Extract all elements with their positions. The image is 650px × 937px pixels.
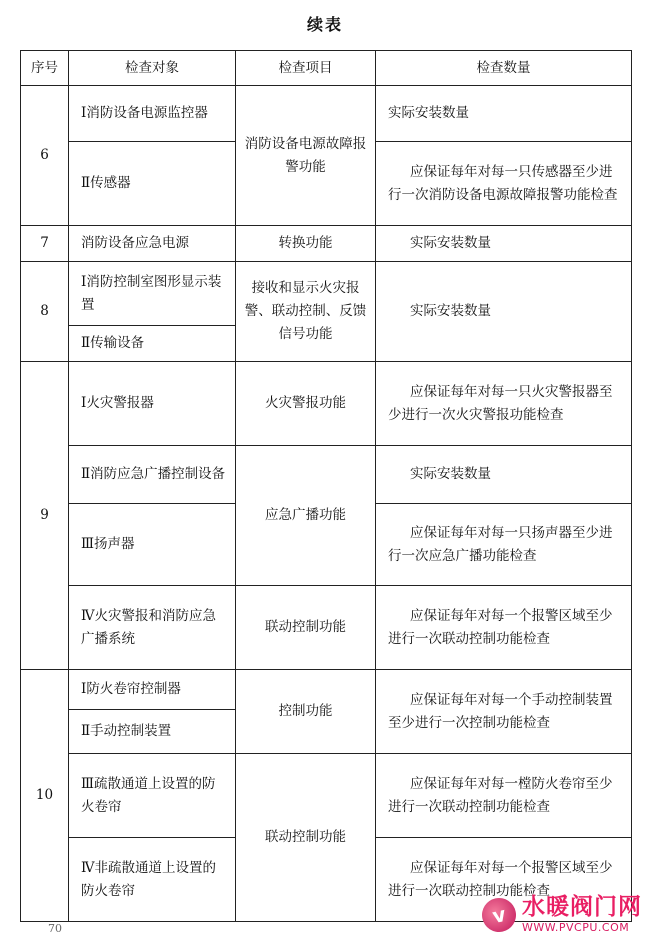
check-object: Ⅱ手动控制装置 (69, 710, 236, 754)
header-object: 检查对象 (69, 51, 236, 86)
check-item: 联动控制功能 (236, 586, 376, 670)
watermark-name: 水暖阀门网 (522, 894, 642, 920)
inspection-table (20, 50, 632, 922)
table-header-row (21, 51, 632, 86)
check-quantity: 应保证每年对每一个报警区域至少进行一次联动控制功能检查 (376, 586, 632, 670)
watermark-logo-icon: v (479, 894, 519, 934)
check-quantity: 实际安装数量 (376, 446, 632, 504)
row-number: 10 (21, 670, 69, 922)
check-item: 控制功能 (236, 670, 376, 754)
table-row (21, 754, 632, 838)
header-item: 检查项目 (236, 51, 376, 86)
check-quantity: 实际安装数量 (376, 86, 632, 142)
check-object: 消防设备应急电源 (69, 226, 236, 262)
table-row (21, 670, 632, 710)
check-object: Ⅳ火灾警报和消防应急广播系统 (69, 586, 236, 670)
check-item: 联动控制功能 (236, 754, 376, 922)
check-quantity: 应保证每年对每一只火灾警报器至少进行一次火灾警报功能检查 (376, 362, 632, 446)
check-item: 消防设备电源故障报警功能 (236, 86, 376, 226)
row-number: 8 (21, 262, 69, 362)
check-quantity: 应保证每年对每一只传感器至少进行一次消防设备电源故障报警功能检查 (376, 142, 632, 226)
row-number: 7 (21, 226, 69, 262)
check-object: Ⅰ消防控制室图形显示装置 (69, 262, 236, 326)
check-object: Ⅰ防火卷帘控制器 (69, 670, 236, 710)
check-object: Ⅰ火灾警报器 (69, 362, 236, 446)
table-row (21, 586, 632, 670)
check-quantity: 应保证每年对每一樘防火卷帘至少进行一次联动控制功能检查 (376, 754, 632, 838)
table-row (21, 262, 632, 326)
check-object: Ⅰ消防设备电源监控器 (69, 86, 236, 142)
check-object: Ⅳ非疏散通道上设置的防火卷帘 (69, 838, 236, 922)
table-row (21, 86, 632, 142)
header-quantity: 检查数量 (376, 51, 632, 86)
check-item: 转换功能 (236, 226, 376, 262)
header-seq: 序号 (21, 51, 69, 86)
check-object: Ⅲ扬声器 (69, 504, 236, 586)
watermark (482, 896, 642, 933)
check-quantity: 实际安装数量 (376, 226, 632, 262)
check-item: 接收和显示火灾报警、联动控制、反馈信号功能 (236, 262, 376, 362)
check-item: 火灾警报功能 (236, 362, 376, 446)
check-quantity: 实际安装数量 (376, 262, 632, 362)
check-object: Ⅲ疏散通道上设置的防火卷帘 (69, 754, 236, 838)
check-quantity: 应保证每年对每一个手动控制装置至少进行一次控制功能检查 (376, 670, 632, 754)
check-item: 应急广播功能 (236, 446, 376, 586)
page-number: 70 (48, 922, 62, 935)
table-row (21, 446, 632, 504)
check-object: Ⅱ传输设备 (69, 326, 236, 362)
table-row (21, 226, 632, 262)
check-object: Ⅱ传感器 (69, 142, 236, 226)
check-quantity: 应保证每年对每一只扬声器至少进行一次应急广播功能检查 (376, 504, 632, 586)
check-object: Ⅱ消防应急广播控制设备 (69, 446, 236, 504)
table-row (21, 362, 632, 446)
watermark-url: WWW.PVCPU.COM (522, 921, 630, 934)
row-number: 6 (21, 86, 69, 226)
check-quantity: 应保证每年对每一个报警区域至少进行一次联动控制功能检查 (376, 838, 632, 922)
row-number: 9 (21, 362, 69, 670)
page-title: 续表 (306, 15, 343, 34)
